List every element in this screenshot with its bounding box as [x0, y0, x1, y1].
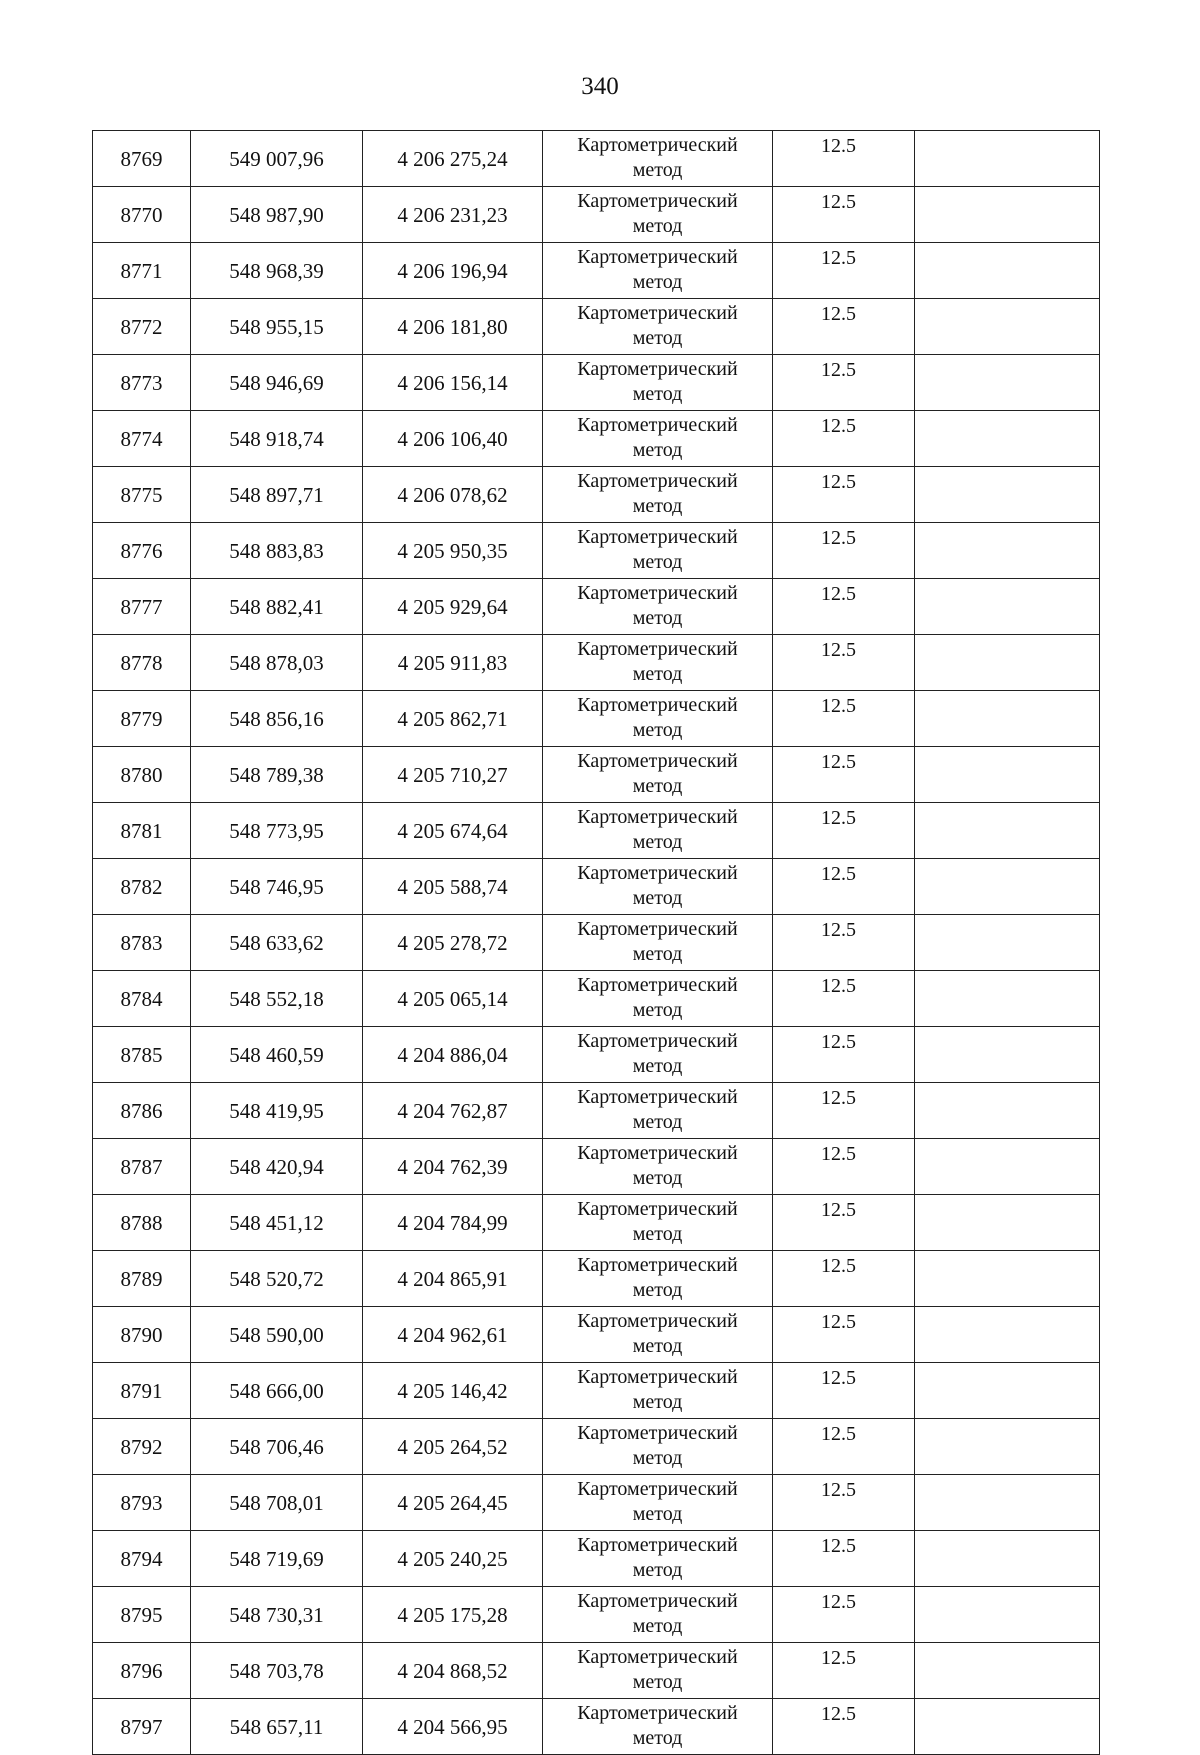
method-line-2: метод — [632, 1111, 683, 1133]
method-line-2: метод — [632, 1727, 683, 1749]
point-number-cell: 8787 — [93, 1139, 191, 1195]
accuracy-cell: 12.5 — [773, 691, 915, 747]
method-cell — [543, 803, 773, 859]
method-line-1: Картометрический — [577, 1198, 738, 1220]
point-number-cell: 8795 — [93, 1587, 191, 1643]
point-number-cell: 8771 — [93, 243, 191, 299]
accuracy-cell: 12.5 — [773, 355, 915, 411]
y-coordinate-cell: 4 206 231,23 — [363, 187, 543, 243]
note-cell — [915, 691, 1100, 747]
accuracy-cell: 12.5 — [773, 1139, 915, 1195]
method-line-1: Картометрический — [577, 190, 738, 212]
table-row — [93, 187, 1100, 243]
method-line-1: Картометрический — [577, 302, 738, 324]
note-cell — [915, 523, 1100, 579]
y-coordinate-cell: 4 204 865,91 — [363, 1251, 543, 1307]
table-row — [93, 1027, 1100, 1083]
method-cell — [543, 299, 773, 355]
method-cell — [543, 1531, 773, 1587]
y-coordinate-cell: 4 205 862,71 — [363, 691, 543, 747]
method-line-1: Картометрический — [577, 1478, 738, 1500]
y-coordinate-cell: 4 205 240,25 — [363, 1531, 543, 1587]
x-coordinate-cell: 548 730,31 — [191, 1587, 363, 1643]
point-number-cell: 8791 — [93, 1363, 191, 1419]
accuracy-cell: 12.5 — [773, 1587, 915, 1643]
method-line-1: Картометрический — [577, 414, 738, 436]
accuracy-cell: 12.5 — [773, 1419, 915, 1475]
note-cell — [915, 299, 1100, 355]
x-coordinate-cell: 548 520,72 — [191, 1251, 363, 1307]
method-line-1: Картометрический — [577, 1702, 738, 1724]
method-line-2: метод — [632, 327, 683, 349]
method-line-2: метод — [632, 1167, 683, 1189]
method-cell — [543, 1587, 773, 1643]
accuracy-cell: 12.5 — [773, 411, 915, 467]
method-cell — [543, 971, 773, 1027]
method-line-2: метод — [632, 1615, 683, 1637]
method-cell — [543, 635, 773, 691]
note-cell — [915, 747, 1100, 803]
note-cell — [915, 1363, 1100, 1419]
note-cell — [915, 859, 1100, 915]
method-line-1: Картометрический — [577, 750, 738, 772]
method-line-1: Картометрический — [577, 1310, 738, 1332]
method-line-1: Картометрический — [577, 638, 738, 660]
note-cell — [915, 1139, 1100, 1195]
method-line-1: Картометрический — [577, 1534, 738, 1556]
accuracy-cell: 12.5 — [773, 131, 915, 187]
method-line-1: Картометрический — [577, 134, 738, 156]
accuracy-cell: 12.5 — [773, 187, 915, 243]
method-line-2: метод — [632, 887, 683, 909]
table-row — [93, 1083, 1100, 1139]
x-coordinate-cell: 548 773,95 — [191, 803, 363, 859]
point-number-cell: 8769 — [93, 131, 191, 187]
note-cell — [915, 1587, 1100, 1643]
accuracy-cell: 12.5 — [773, 747, 915, 803]
x-coordinate-cell: 548 451,12 — [191, 1195, 363, 1251]
method-line-2: метод — [632, 271, 683, 293]
point-number-cell: 8775 — [93, 467, 191, 523]
table-row — [93, 747, 1100, 803]
method-line-2: метод — [632, 719, 683, 741]
method-line-1: Картометрический — [577, 582, 738, 604]
method-cell — [543, 1475, 773, 1531]
y-coordinate-cell: 4 206 106,40 — [363, 411, 543, 467]
accuracy-cell: 12.5 — [773, 635, 915, 691]
method-line-2: метод — [632, 1055, 683, 1077]
x-coordinate-cell: 548 719,69 — [191, 1531, 363, 1587]
method-cell — [543, 1195, 773, 1251]
y-coordinate-cell: 4 206 156,14 — [363, 355, 543, 411]
method-line-2: метод — [632, 551, 683, 573]
method-line-1: Картометрический — [577, 974, 738, 996]
note-cell — [915, 187, 1100, 243]
note-cell — [915, 1195, 1100, 1251]
method-line-2: метод — [632, 495, 683, 517]
table-row — [93, 1419, 1100, 1475]
y-coordinate-cell: 4 205 175,28 — [363, 1587, 543, 1643]
x-coordinate-cell: 548 789,38 — [191, 747, 363, 803]
method-cell — [543, 243, 773, 299]
method-line-2: метод — [632, 439, 683, 461]
point-number-cell: 8770 — [93, 187, 191, 243]
page-number: 340 — [581, 73, 619, 100]
note-cell — [915, 1027, 1100, 1083]
y-coordinate-cell: 4 205 278,72 — [363, 915, 543, 971]
method-cell — [543, 1139, 773, 1195]
accuracy-cell: 12.5 — [773, 1027, 915, 1083]
point-number-cell: 8796 — [93, 1643, 191, 1699]
accuracy-cell: 12.5 — [773, 299, 915, 355]
table-row — [93, 1587, 1100, 1643]
method-line-1: Картометрический — [577, 1142, 738, 1164]
y-coordinate-cell: 4 204 762,87 — [363, 1083, 543, 1139]
x-coordinate-cell: 548 703,78 — [191, 1643, 363, 1699]
table-row — [93, 691, 1100, 747]
method-line-2: метод — [632, 1503, 683, 1525]
point-number-cell: 8782 — [93, 859, 191, 915]
method-line-2: метод — [632, 999, 683, 1021]
point-number-cell: 8774 — [93, 411, 191, 467]
method-line-2: метод — [632, 943, 683, 965]
x-coordinate-cell: 548 420,94 — [191, 1139, 363, 1195]
table-row — [93, 299, 1100, 355]
accuracy-cell: 12.5 — [773, 1251, 915, 1307]
method-cell — [543, 411, 773, 467]
note-cell — [915, 1475, 1100, 1531]
note-cell — [915, 1083, 1100, 1139]
method-line-2: метод — [632, 831, 683, 853]
point-number-cell: 8779 — [93, 691, 191, 747]
point-number-cell: 8789 — [93, 1251, 191, 1307]
x-coordinate-cell: 548 666,00 — [191, 1363, 363, 1419]
method-cell — [543, 1027, 773, 1083]
table-row — [93, 803, 1100, 859]
method-cell — [543, 1419, 773, 1475]
note-cell — [915, 467, 1100, 523]
note-cell — [915, 355, 1100, 411]
method-cell — [543, 747, 773, 803]
x-coordinate-cell: 548 946,69 — [191, 355, 363, 411]
x-coordinate-cell: 548 708,01 — [191, 1475, 363, 1531]
accuracy-cell: 12.5 — [773, 1083, 915, 1139]
y-coordinate-cell: 4 204 784,99 — [363, 1195, 543, 1251]
y-coordinate-cell: 4 205 950,35 — [363, 523, 543, 579]
x-coordinate-cell: 548 987,90 — [191, 187, 363, 243]
note-cell — [915, 411, 1100, 467]
method-line-2: метод — [632, 775, 683, 797]
method-line-2: метод — [632, 383, 683, 405]
accuracy-cell: 12.5 — [773, 1307, 915, 1363]
point-number-cell: 8788 — [93, 1195, 191, 1251]
table-row — [93, 1251, 1100, 1307]
x-coordinate-cell: 548 706,46 — [191, 1419, 363, 1475]
method-line-1: Картометрический — [577, 1030, 738, 1052]
y-coordinate-cell: 4 204 886,04 — [363, 1027, 543, 1083]
method-cell — [543, 523, 773, 579]
coordinates-table-body — [93, 131, 1100, 1755]
note-cell — [915, 1307, 1100, 1363]
y-coordinate-cell: 4 206 078,62 — [363, 467, 543, 523]
method-line-2: метод — [632, 1671, 683, 1693]
point-number-cell: 8786 — [93, 1083, 191, 1139]
method-cell — [543, 131, 773, 187]
table-row — [93, 411, 1100, 467]
y-coordinate-cell: 4 204 762,39 — [363, 1139, 543, 1195]
x-coordinate-cell: 548 657,11 — [191, 1699, 363, 1755]
note-cell — [915, 1699, 1100, 1755]
table-row — [93, 971, 1100, 1027]
accuracy-cell: 12.5 — [773, 1475, 915, 1531]
table-row — [93, 1139, 1100, 1195]
y-coordinate-cell: 4 205 710,27 — [363, 747, 543, 803]
table-row — [93, 1363, 1100, 1419]
method-line-1: Картометрический — [577, 918, 738, 940]
table-row — [93, 579, 1100, 635]
x-coordinate-cell: 548 918,74 — [191, 411, 363, 467]
x-coordinate-cell: 548 878,03 — [191, 635, 363, 691]
method-cell — [543, 1251, 773, 1307]
method-line-2: метод — [632, 607, 683, 629]
method-line-1: Картометрический — [577, 246, 738, 268]
method-line-2: метод — [632, 1223, 683, 1245]
method-line-2: метод — [632, 1559, 683, 1581]
y-coordinate-cell: 4 205 146,42 — [363, 1363, 543, 1419]
note-cell — [915, 1643, 1100, 1699]
point-number-cell: 8790 — [93, 1307, 191, 1363]
method-cell — [543, 579, 773, 635]
note-cell — [915, 1419, 1100, 1475]
method-line-1: Картометрический — [577, 358, 738, 380]
y-coordinate-cell: 4 205 264,45 — [363, 1475, 543, 1531]
accuracy-cell: 12.5 — [773, 243, 915, 299]
table-row — [93, 1531, 1100, 1587]
method-line-1: Картометрический — [577, 526, 738, 548]
point-number-cell: 8794 — [93, 1531, 191, 1587]
accuracy-cell: 12.5 — [773, 1531, 915, 1587]
y-coordinate-cell: 4 206 196,94 — [363, 243, 543, 299]
y-coordinate-cell: 4 205 911,83 — [363, 635, 543, 691]
table-row — [93, 243, 1100, 299]
note-cell — [915, 1251, 1100, 1307]
x-coordinate-cell: 548 883,83 — [191, 523, 363, 579]
method-line-1: Картометрический — [577, 470, 738, 492]
point-number-cell: 8785 — [93, 1027, 191, 1083]
y-coordinate-cell: 4 205 264,52 — [363, 1419, 543, 1475]
method-line-1: Картометрический — [577, 1422, 738, 1444]
table-row — [93, 859, 1100, 915]
method-line-1: Картометрический — [577, 1366, 738, 1388]
method-line-1: Картометрический — [577, 806, 738, 828]
note-cell — [915, 635, 1100, 691]
point-number-cell: 8772 — [93, 299, 191, 355]
note-cell — [915, 1531, 1100, 1587]
method-line-1: Картометрический — [577, 1086, 738, 1108]
point-number-cell: 8792 — [93, 1419, 191, 1475]
method-line-1: Картометрический — [577, 1646, 738, 1668]
y-coordinate-cell: 4 205 674,64 — [363, 803, 543, 859]
table-row — [93, 1699, 1100, 1755]
method-line-2: метод — [632, 1335, 683, 1357]
point-number-cell: 8793 — [93, 1475, 191, 1531]
method-line-2: метод — [632, 1279, 683, 1301]
note-cell — [915, 243, 1100, 299]
method-cell — [543, 355, 773, 411]
method-line-1: Картометрический — [577, 862, 738, 884]
accuracy-cell: 12.5 — [773, 915, 915, 971]
x-coordinate-cell: 548 897,71 — [191, 467, 363, 523]
accuracy-cell: 12.5 — [773, 1699, 915, 1755]
y-coordinate-cell: 4 206 275,24 — [363, 131, 543, 187]
coordinates-table — [92, 130, 1100, 1755]
point-number-cell: 8783 — [93, 915, 191, 971]
method-cell — [543, 1307, 773, 1363]
method-cell — [543, 859, 773, 915]
y-coordinate-cell: 4 204 868,52 — [363, 1643, 543, 1699]
point-number-cell: 8797 — [93, 1699, 191, 1755]
x-coordinate-cell: 549 007,96 — [191, 131, 363, 187]
accuracy-cell: 12.5 — [773, 1195, 915, 1251]
y-coordinate-cell: 4 204 566,95 — [363, 1699, 543, 1755]
point-number-cell: 8781 — [93, 803, 191, 859]
method-cell — [543, 1643, 773, 1699]
y-coordinate-cell: 4 205 588,74 — [363, 859, 543, 915]
method-cell — [543, 1363, 773, 1419]
x-coordinate-cell: 548 746,95 — [191, 859, 363, 915]
method-line-1: Картометрический — [577, 1590, 738, 1612]
y-coordinate-cell: 4 206 181,80 — [363, 299, 543, 355]
table-row — [93, 131, 1100, 187]
accuracy-cell: 12.5 — [773, 1643, 915, 1699]
note-cell — [915, 915, 1100, 971]
point-number-cell: 8773 — [93, 355, 191, 411]
point-number-cell: 8778 — [93, 635, 191, 691]
table-row — [93, 1475, 1100, 1531]
x-coordinate-cell: 548 968,39 — [191, 243, 363, 299]
method-line-2: метод — [632, 159, 683, 181]
table-row — [93, 915, 1100, 971]
x-coordinate-cell: 548 882,41 — [191, 579, 363, 635]
method-line-2: метод — [632, 1447, 683, 1469]
x-coordinate-cell: 548 856,16 — [191, 691, 363, 747]
table-row — [93, 1307, 1100, 1363]
note-cell — [915, 131, 1100, 187]
method-cell — [543, 915, 773, 971]
method-cell — [543, 1699, 773, 1755]
point-number-cell: 8784 — [93, 971, 191, 1027]
method-cell — [543, 691, 773, 747]
accuracy-cell: 12.5 — [773, 1363, 915, 1419]
method-line-1: Картометрический — [577, 694, 738, 716]
accuracy-cell: 12.5 — [773, 467, 915, 523]
accuracy-cell: 12.5 — [773, 971, 915, 1027]
x-coordinate-cell: 548 955,15 — [191, 299, 363, 355]
x-coordinate-cell: 548 419,95 — [191, 1083, 363, 1139]
method-cell — [543, 1083, 773, 1139]
x-coordinate-cell: 548 633,62 — [191, 915, 363, 971]
note-cell — [915, 971, 1100, 1027]
table-row — [93, 355, 1100, 411]
y-coordinate-cell: 4 205 065,14 — [363, 971, 543, 1027]
accuracy-cell: 12.5 — [773, 859, 915, 915]
x-coordinate-cell: 548 552,18 — [191, 971, 363, 1027]
method-line-2: метод — [632, 663, 683, 685]
table-row — [93, 1643, 1100, 1699]
point-number-cell: 8780 — [93, 747, 191, 803]
method-line-1: Картометрический — [577, 1254, 738, 1276]
x-coordinate-cell: 548 460,59 — [191, 1027, 363, 1083]
method-line-2: метод — [632, 1391, 683, 1413]
table-row — [93, 467, 1100, 523]
y-coordinate-cell: 4 205 929,64 — [363, 579, 543, 635]
note-cell — [915, 803, 1100, 859]
accuracy-cell: 12.5 — [773, 803, 915, 859]
table-row — [93, 1195, 1100, 1251]
method-cell — [543, 187, 773, 243]
point-number-cell: 8776 — [93, 523, 191, 579]
x-coordinate-cell: 548 590,00 — [191, 1307, 363, 1363]
note-cell — [915, 579, 1100, 635]
accuracy-cell: 12.5 — [773, 523, 915, 579]
y-coordinate-cell: 4 204 962,61 — [363, 1307, 543, 1363]
method-cell — [543, 467, 773, 523]
accuracy-cell: 12.5 — [773, 579, 915, 635]
table-row — [93, 523, 1100, 579]
table-row — [93, 635, 1100, 691]
point-number-cell: 8777 — [93, 579, 191, 635]
method-line-2: метод — [632, 215, 683, 237]
